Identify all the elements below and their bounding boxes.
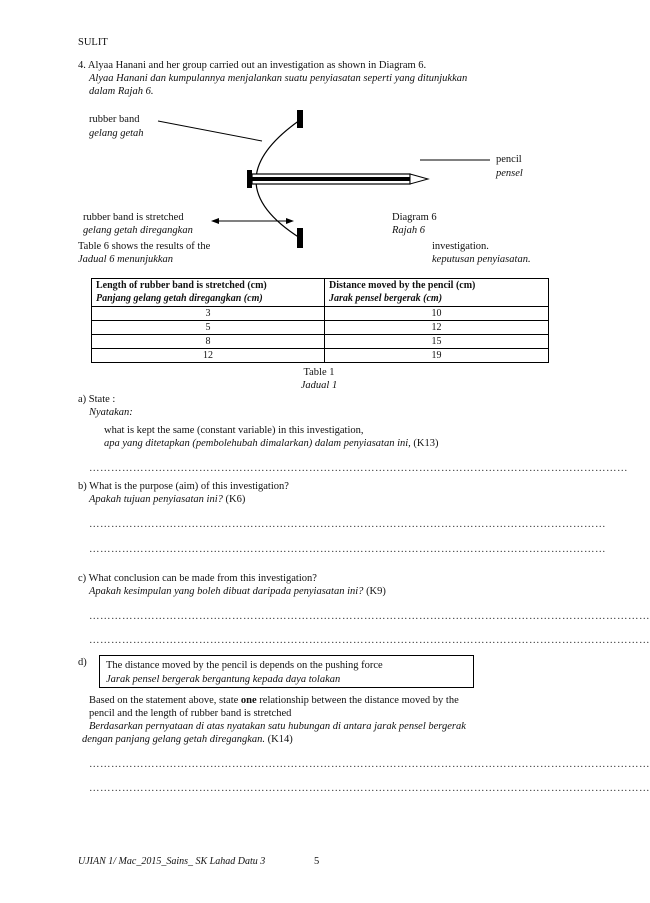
question-intro: 4. Alyaa Hanani and her group carried out an investigation as shown in Diagram 6.	[78, 60, 427, 71]
cell-distance: 15	[325, 335, 549, 349]
top-peg	[297, 110, 303, 128]
pencil-core	[252, 177, 410, 181]
part-d-statement: The distance moved by the pencil is depends on the pushing force	[106, 660, 383, 671]
label-pencil: pencil	[496, 154, 522, 165]
part-c-answer-line-2[interactable]: ………………………………………………………………………………………………………………………………………	[89, 635, 650, 646]
part-b-question: b) What is the purpose (aim) of this investigation?	[78, 481, 289, 492]
header-distance-ms: Jarak pensel bergerak (cm)	[329, 292, 443, 304]
table-row	[92, 349, 549, 363]
label-pencil-malay: pensel	[496, 168, 523, 179]
diagram-caption: Diagram 6	[392, 212, 437, 223]
header-length-ms: Panjang gelang getah diregangkan (cm)	[96, 292, 263, 304]
part-d-answer-line-1[interactable]: ………………………………………………………………………………………………………………………………………	[89, 759, 650, 770]
header-length-en: Length of rubber band is stretched (cm)	[96, 280, 267, 291]
part-d-question-malay-2: dengan panjang gelang getah diregangkan.	[82, 734, 266, 745]
part-a-question: what is kept the same (constant variable) in this investigation,	[104, 425, 364, 436]
label-rubber-band-malay: gelang getah	[89, 128, 144, 139]
cell-length: 3	[92, 307, 325, 321]
table-intro-right: investigation.	[432, 241, 489, 252]
stretch-arrow-right-head	[286, 218, 294, 224]
header-distance	[325, 279, 549, 307]
table-caption: Table 1	[303, 367, 335, 378]
table-intro-left-malay: Jadual 6 menunjukkan	[78, 254, 174, 265]
part-b-question-malay: Apakah tujuan penyiasatan ini?	[89, 494, 223, 505]
stretch-arrow-left-head	[211, 218, 219, 224]
table-caption-malay: Jadual 1	[300, 380, 338, 391]
rubber-band-leader	[158, 121, 262, 141]
part-c-question-malay: Apakah kesimpulan yang boleh dibuat daripada penyiasatan ini?	[89, 586, 364, 597]
part-c-question: c) What conclusion can be made from this investigation?	[78, 573, 317, 584]
question-intro-malay-1: Alyaa Hanani dan kumpulannya menjalankan suatu penyiasatan seperti yang ditunjukkan	[89, 73, 468, 84]
part-b-answer-line-2[interactable]: ……………………………………………………………………………………………………………………………	[89, 544, 606, 555]
footer-exam-title: UJIAN 1/ Mac_2015_Sains_ SK Lahad Datu 3	[78, 856, 266, 867]
part-d-statement-box	[99, 655, 474, 688]
part-c-code: (K9)	[366, 586, 386, 597]
table-intro-right-malay: keputusan penyiasatan.	[432, 254, 531, 265]
label-rubber-band: rubber band	[89, 114, 140, 125]
diagram-6-illustration	[0, 0, 638, 270]
part-a-label-malay: Nyatakan:	[89, 407, 133, 418]
page-number: 5	[314, 856, 320, 867]
label-stretched: rubber band is stretched	[83, 212, 184, 223]
cell-length: 12	[92, 349, 325, 363]
table-intro-left: Table 6 shows the results of the	[78, 241, 211, 252]
cell-distance: 12	[325, 321, 549, 335]
pencil-end	[247, 170, 252, 188]
part-c-answer-line-1[interactable]: ………………………………………………………………………………………………………………………………………	[89, 611, 650, 622]
part-d-answer-line-2[interactable]: ………………………………………………………………………………………………………………………………………	[89, 783, 650, 794]
part-d-q-bold: one	[240, 695, 257, 706]
part-d-q-pre: Based on the statement above, state	[89, 695, 241, 706]
table-header-row	[92, 279, 549, 307]
results-table	[91, 278, 549, 363]
question-intro-malay-2: dalam Rajah 6.	[89, 86, 154, 97]
part-a-question-malay: apa yang ditetapkan (pembolehubah dimalarkan) dalam penyiasatan ini,	[104, 438, 411, 449]
part-c-question-malay-line	[89, 585, 386, 599]
cell-length: 5	[92, 321, 325, 335]
part-a-answer-line[interactable]: …………………………………………………………………………………………………………………………………	[89, 463, 628, 474]
part-d-question-line-2: pencil and the length of rubber band is stretched	[89, 708, 292, 719]
part-d-question-malay-1: Berdasarkan pernyataan di atas nyatakan satu hubungan di antara jarak pensel bergerak	[89, 721, 466, 732]
diagram-caption-malay: Rajah 6	[392, 225, 425, 236]
header-length	[92, 279, 325, 307]
table-row	[92, 307, 549, 321]
part-d-question-malay-2-line	[82, 733, 293, 747]
part-d-statement-malay: Jarak pensel bergerak bergantung kepada daya tolakan	[106, 674, 341, 686]
pencil-tip	[410, 174, 428, 184]
part-b-code: (K6)	[225, 494, 246, 505]
part-a-question-malay-line	[104, 437, 439, 451]
cell-length: 8	[92, 335, 325, 349]
part-a-code: (K13)	[413, 438, 439, 449]
part-b-question-malay-line	[89, 493, 245, 507]
cell-distance: 19	[325, 349, 549, 363]
cell-distance: 10	[325, 307, 549, 321]
header-distance-en: Distance moved by the pencil (cm)	[329, 280, 476, 291]
header-sulit: SULIT	[78, 37, 108, 48]
table-row	[92, 335, 549, 349]
part-d-label: d)	[78, 657, 87, 668]
part-d-q-post: relationship between the distance moved by the	[256, 695, 459, 706]
table-row	[92, 321, 549, 335]
label-stretched-malay: gelang getah diregangkan	[83, 225, 193, 236]
part-d-code: (K14)	[267, 734, 293, 745]
part-d-question-line-1	[89, 694, 459, 708]
part-a-label: a) State :	[78, 394, 116, 405]
part-b-answer-line-1[interactable]: ……………………………………………………………………………………………………………………………	[89, 519, 606, 530]
